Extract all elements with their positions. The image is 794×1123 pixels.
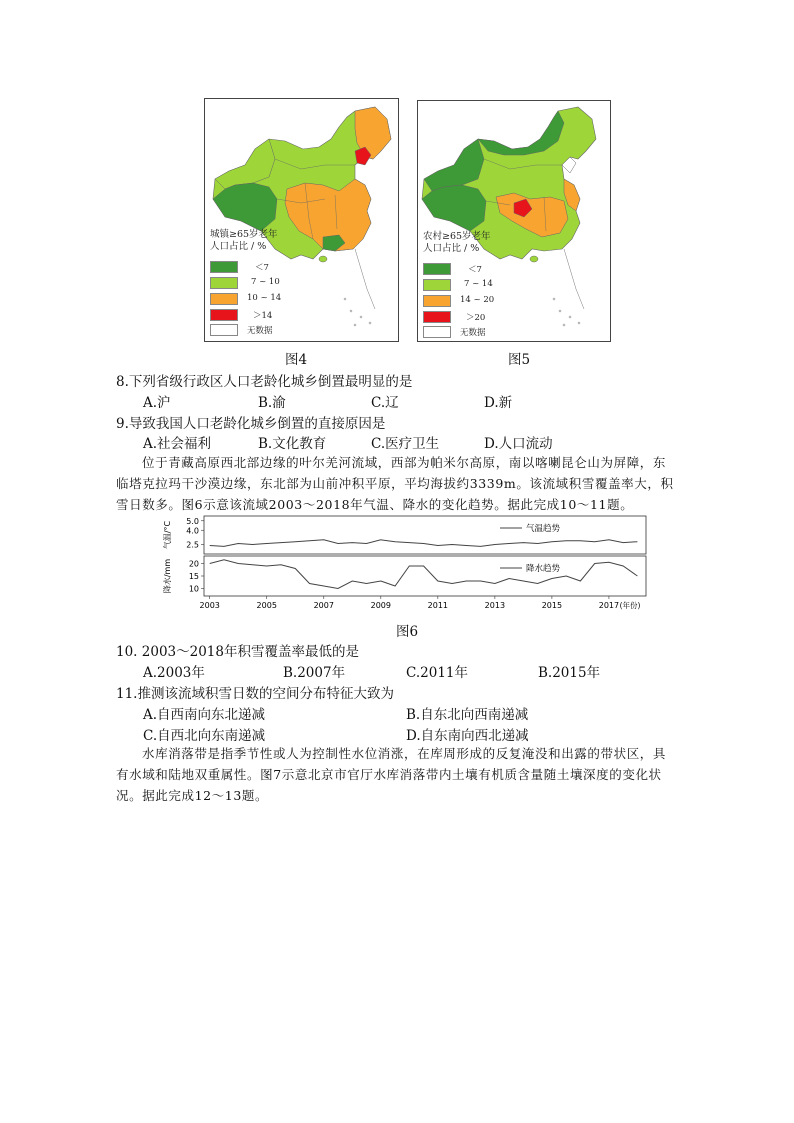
figure5-swatch-5	[423, 326, 451, 338]
q9-option-b[interactable]: B.文化教育	[258, 436, 327, 452]
passage2-line1: 水库消落带是指季节性或人为控制性水位消涨，在库周形成的反复淹没和出露的带状区，具	[142, 746, 667, 761]
figure4-swatch-3	[210, 293, 238, 305]
figure4-legend-2: 7 ~ 10	[251, 277, 280, 287]
chart-panel-frame	[204, 516, 646, 554]
series-line-precipitation	[210, 560, 638, 589]
q8-option-c[interactable]: C.辽	[371, 395, 399, 411]
q9-option-d[interactable]: D.人口流动	[484, 436, 553, 452]
y-tick-label: 10	[188, 584, 199, 594]
q10-option-d[interactable]: B.2015年	[538, 665, 601, 681]
figure4-caption: 图4	[285, 352, 308, 368]
x-tick-label: 2015	[541, 601, 563, 610]
q10-option-a[interactable]: A.2003年	[143, 665, 205, 681]
figure6-caption: 图6	[396, 624, 419, 640]
x-tick-label: 2017	[598, 601, 620, 610]
figure4-swatch-1	[210, 261, 238, 273]
figure5-swatch-4	[423, 311, 451, 323]
figure4-legend-3: 10 ~ 14	[247, 293, 282, 303]
figure4-legend-1: ＜7	[255, 263, 269, 273]
x-tick-label: 2005	[256, 601, 277, 610]
passage2-line3: 况。据此完成12～13题。	[116, 788, 269, 803]
chart-panel-frame	[204, 556, 646, 596]
y-tick-label: 4.0	[186, 526, 199, 536]
figure5-map	[417, 100, 611, 342]
q8-option-a[interactable]: A.沪	[143, 395, 171, 411]
figure5-swatch-1	[423, 263, 451, 275]
figure5-swatch-2	[423, 279, 451, 291]
q9-stem: 9.导致我国人口老龄化城乡倒置的直接原因是	[116, 416, 386, 432]
y-axis-label: 降水/mm	[163, 558, 172, 594]
figure4-swatch-2	[210, 277, 238, 289]
figure5-caption: 图5	[508, 352, 531, 368]
figure5-legend-2: 7 ~ 14	[464, 279, 493, 289]
figure5-legend-5: 无数据	[460, 328, 486, 338]
q11-option-b[interactable]: B.自东北向西南递减	[406, 707, 529, 723]
figure5-swatch-3	[423, 295, 451, 307]
q10-stem: 10. 2003～2018年积雪覆盖率最低的是	[116, 644, 359, 660]
figure4-legend-5: 无数据	[247, 326, 273, 336]
q10-option-b[interactable]: B.2007年	[283, 665, 346, 681]
figure4-swatch-5	[210, 324, 238, 336]
figure5-legend-title-2: 人口占比 / %	[423, 243, 480, 254]
q8-stem: 8.下列省级行政区人口老龄化城乡倒置最明显的是	[116, 374, 413, 390]
y-tick-label: 2.5	[186, 540, 199, 550]
passage1-line1: 位于青藏高原西北部边缘的叶尔羌河流域，西部为帕米尔高原，南以喀喇昆仑山为屏障，东	[142, 455, 667, 470]
legend-label: 气温趋势	[526, 524, 561, 534]
figure6-chart	[160, 512, 650, 612]
q11-option-d[interactable]: D.自东南向西北递减	[406, 728, 529, 744]
x-tick-label: 2011	[427, 601, 449, 610]
figure4-map	[204, 98, 399, 342]
figure5-legend-4: ＞20	[466, 313, 486, 323]
q9-option-c[interactable]: C.医疗卫生	[371, 436, 440, 452]
x-tick-label: 2009	[370, 601, 391, 610]
passage1-line2: 临塔克拉玛干沙漠边缘，东北部为山前冲积平原，平均海拔约3339m。该流域积雪覆盖率大，积	[116, 476, 674, 491]
y-tick-label: 15	[188, 572, 199, 581]
passage2-line2: 有水域和陆地双重属性。图7示意北京市官厅水库消落带内土壤有机质含量随土壤深度的变化状	[116, 767, 662, 782]
figure5-legend-title-1: 农村≥65岁老年	[423, 231, 491, 242]
x-tick-label: 2003	[199, 601, 220, 610]
q11-option-c[interactable]: C.自西北向东南递减	[143, 728, 266, 744]
q11-stem: 11.推测该流域积雪日数的空间分布特征大致为	[116, 686, 394, 702]
figure4-legend-title-1: 城镇≥65岁老年	[210, 229, 278, 240]
figure4-legend-title-2: 人口占比 / %	[210, 241, 267, 252]
q8-option-b[interactable]: B.渝	[258, 395, 286, 411]
passage1-line3: 雪日数多。图6示意该流域2003～2018年气温、降水的变化趋势。据此完成10～11题。	[116, 497, 634, 512]
y-axis-label: 气温/°C	[163, 520, 172, 550]
figure4-legend-4: ＞14	[253, 311, 273, 321]
x-tick-label: 2007	[313, 601, 334, 610]
x-tick-label: 2013	[484, 601, 506, 610]
figure5-legend-3: 14 ~ 20	[460, 295, 495, 305]
y-tick-label: 20	[188, 559, 199, 569]
q10-option-c[interactable]: C.2011年	[406, 665, 468, 681]
legend-label: 降水趋势	[526, 564, 561, 574]
q8-option-d[interactable]: D.新	[484, 395, 513, 411]
q11-option-a[interactable]: A.自西南向东北递减	[143, 707, 266, 723]
figure5-legend-1: ＜7	[468, 265, 482, 275]
x-axis-unit: (年份)	[619, 601, 641, 610]
q9-option-a[interactable]: A.社会福利	[143, 436, 212, 452]
series-line-temperature	[210, 540, 638, 547]
y-tick-label: 5.0	[186, 516, 199, 526]
figure4-swatch-4	[210, 309, 238, 321]
